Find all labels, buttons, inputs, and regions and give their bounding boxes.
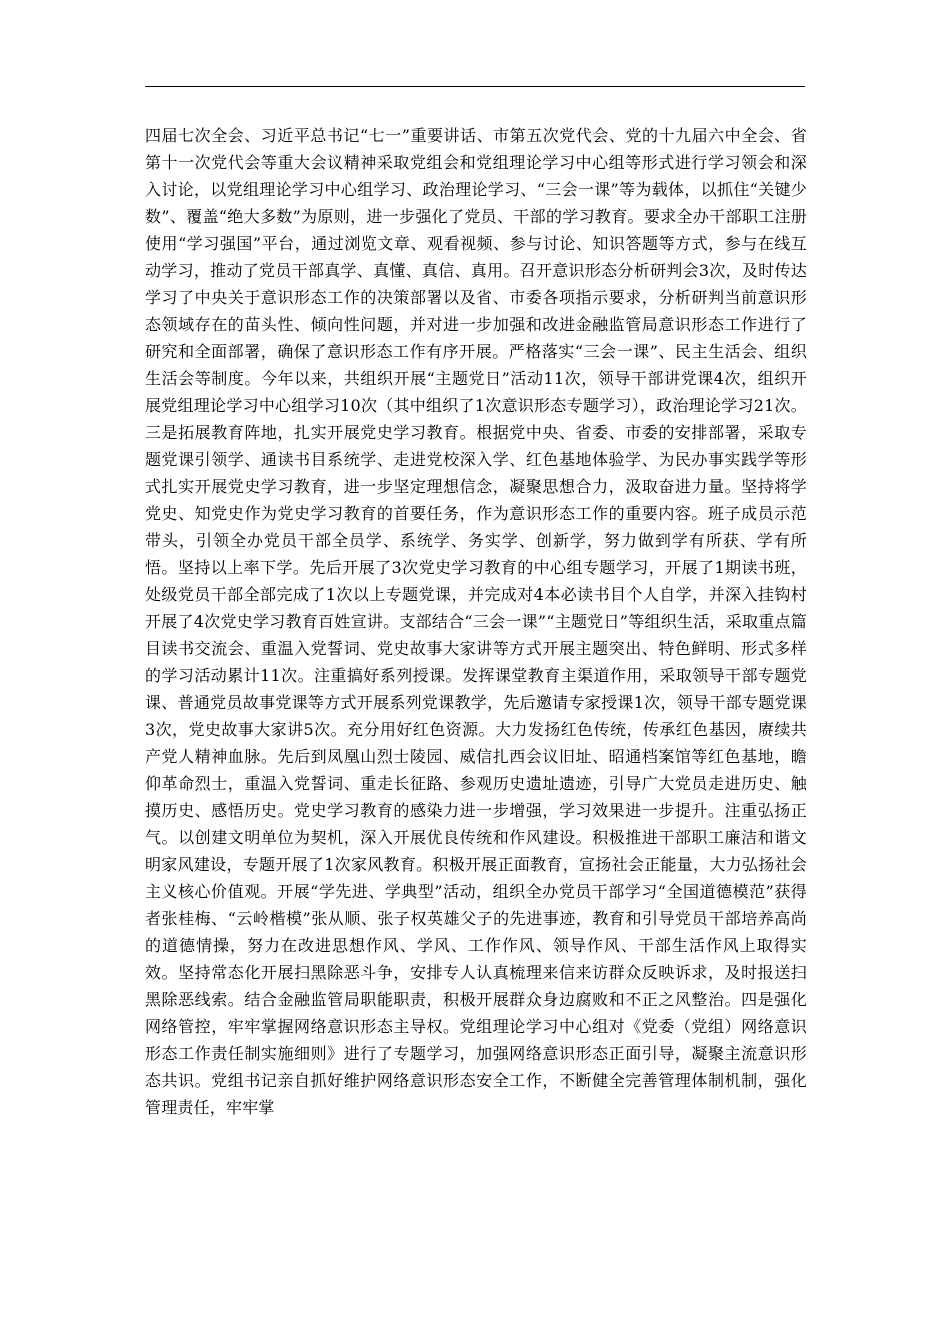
header-rule (145, 86, 805, 87)
body-paragraph: 四届七次全会、习近平总书记“七一”重要讲话、市第五次党代会、党的十九届六中全会、省第十一次党代会等重大会议精神采取党组会和党组理论学习中心组等形式进行学习领会和深入讨论，以党组理论学习中心组学习、政治理论学习、“三会一课”等为载体，以抓住“关键少数”、覆盖“绝大多数”为原则，进一步强化了党员、干部的学习教育。要求全办干部职工注册使用“学习强国”平台，通过浏览文章、观看视频、参与讨论、知识答题等方式，参与在线互动学习，推动了党员干部真学、真懂、真信、真用。召开意识形态分析研判会3次，及时传达学习了中央关于意识形态工作的决策部署以及省、市委各项指示要求，分析研判当前意识形态领域存在的苗头性、倾向性问题，并对进一步加强和改进金融监管局意识形态工作进行了研究和全面部署，确保了意识形态工作有序开展。严格落实“三会一课”、民主生活会、组织生活会等制度。今年以来，共组织开展“主题党日”活动11次，领导干部讲党课4次，组织开展党组理论学习中心组学习10次（其中组织了1次意识形态专题学习），政治理论学习21次。三是拓展教育阵地，扎实开展党史学习教育。根据党中央、省委、市委的安排部署，采取专题党课引领学、通读书目系统学、走进党校深入学、红色基地体验学、为民办事实践学等形式扎实开展党史学习教育，进一步坚定理想信念，凝聚思想合力，汲取奋进力量。坚持将学党史、知党史作为党史学习教育的首要任务，作为意识形态工作的重要内容。班子成员示范带头，引领全办党员干部全员学、系统学、务实学、创新学，努力做到学有所获、学有所悟。坚持以上率下学。先后开展了3次党史学习教育的中心组专题学习，开展了1期读书班，处级党员干部全部完成了1次以上专题党课，并完成对4本必读书目个人自学，并深入挂钩村开展了4次党史学习教育百姓宣讲。支部结合“三会一课”“主题党日”等组织生活，采取重点篇目读书交流会、重温入党誓词、党史故事大家讲等方式开展主题突出、特色鲜明、形式多样的学习活动累计11次。注重搞好系列授课。发挥课堂教育主渠道作用，采取领导干部专题党课、普通党员故事党课等方式开展系列党课教学，先后邀请专家授课1次，领导干部专题党课3次，党史故事大家讲5次。充分用好红色资源。大力发扬红色传统，传承红色基因，赓续共产党人精神血脉。先后到凤凰山烈士陵园、威信扎西会议旧址、昭通档案馆等红色基地，瞻仰革命烈士，重温入党誓词、重走长征路、参观历史遗址遗迹，引导广大党员走进历史、触摸历史、感悟历史。党史学习教育的感染力进一步增强，学习效果进一步提升。注重弘扬正气。以创建文明单位为契机，深入开展优良传统和作风建设。积极推进干部职工廉洁和谐文明家风建设，专题开展了1次家风教育。积极开展正面教育，宣扬社会正能量，大力弘扬社会主义核心价值观。开展“学先进、学典型”活动，组织全办党员干部学习“全国道德模范”获得者张桂梅、“云岭楷模”张从顺、张子权英雄父子的先进事迹，教育和引导党员干部培养高尚的道德情操，努力在改进思想作风、学风、工作作风、领导作风、干部生活作风上取得实效。坚持常态化开展扫黑除恶斗争，安排专人认真梳理来信来访群众反映诉求，及时报送扫黑除恶线索。结合金融监管局职能职责，积极开展群众身边腐败和不正之风整治。四是强化网络管控，牢牢掌握网络意识形态主导权。党组理论学习中心组对《党委（党组）网络意识形态工作责任制实施细则》进行了专题学习，加强网络意识形态正面引导，凝聚主流意识形态共识。党组书记亲自抓好维护网络意识形态安全工作，不断健全完善管理体制机制，强化管理责任，牢牢掌 (145, 126, 807, 1117)
